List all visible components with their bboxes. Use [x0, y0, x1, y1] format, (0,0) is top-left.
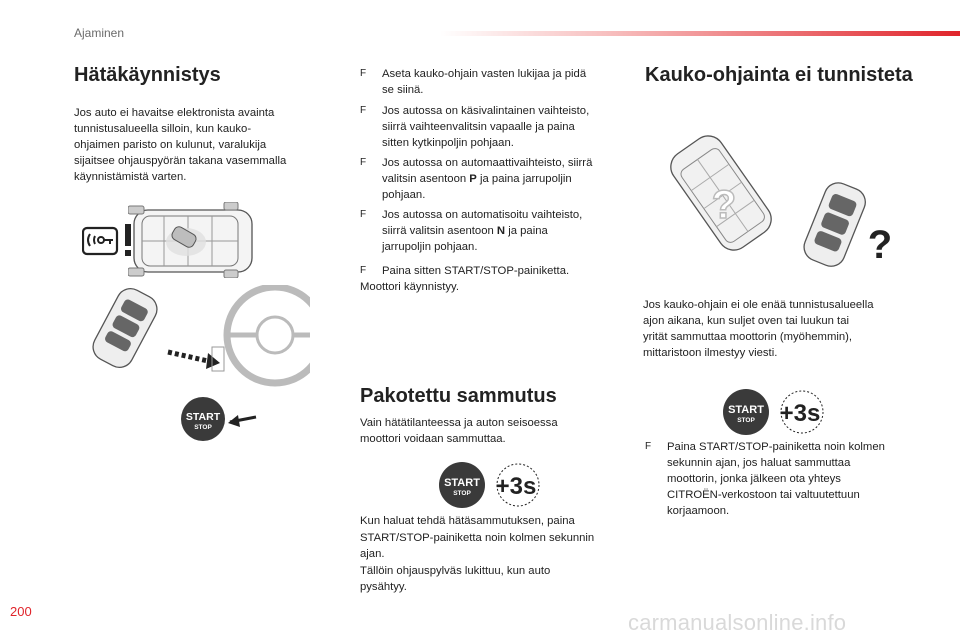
- step-press-start: [360, 263, 620, 295]
- stop-label: STOP: [453, 490, 471, 497]
- intro-line: mittaristoon ilmestyy viesti.: [643, 347, 778, 359]
- start-stop-button-icon: [180, 396, 270, 442]
- start-stop-plus-3s-icon: [722, 388, 826, 436]
- intro-line: Jos auto ei havaitse elektronista avainta: [74, 107, 275, 119]
- step-press-3s: [645, 439, 925, 519]
- intro-line: ajon aikana, kun suljet oven tai luukun tai: [643, 315, 849, 327]
- step-automated-gearbox: [360, 207, 620, 255]
- step-line: valitsin asentoon P ja paina jarrupoljin: [382, 173, 572, 185]
- intro-line: tunnistusalueella silloin, kun kauko-: [74, 123, 252, 135]
- step-line: Paina START/STOP-painiketta noin kolmen: [667, 441, 885, 453]
- step-automatic-gearbox: [360, 155, 620, 203]
- bullet-marker: F: [360, 209, 367, 220]
- intro-line: ohjaimen paristo on kulunut, varalukija: [74, 139, 267, 151]
- watermark: carmanualsonline.info: [628, 610, 847, 635]
- intro-line: käynnistämistä varten.: [74, 171, 187, 183]
- forced-stop-text: [360, 513, 630, 596]
- plus-3s-label: +3s: [779, 400, 821, 427]
- step-line: pohjaan.: [382, 189, 426, 201]
- step-line: CITROËN-verkostoon tai valtuutettuun: [667, 489, 860, 501]
- start-label: START: [185, 411, 221, 423]
- car-top-view-illustration: [128, 202, 262, 278]
- remote-not-detected-intro: [643, 297, 923, 361]
- step-line: se siinä.: [382, 84, 424, 96]
- text-line: Kun haluat tehdä hätäsammutuksen, paina: [360, 515, 575, 527]
- step-hold-key: [360, 66, 620, 98]
- step-line: sitten kytkinpoljin pohjaan.: [382, 137, 514, 149]
- bullet-marker: F: [645, 441, 652, 452]
- text-line: ajan.: [360, 548, 385, 560]
- start-label: START: [444, 477, 480, 489]
- key-fob-reader-illustration: [90, 285, 310, 390]
- intro-line: sijaitsee ohjauspyörän takana vasemmalla: [74, 155, 287, 167]
- step-line: sekunnin ajan, jos haluat sammuttaa: [667, 457, 851, 469]
- step-line: korjaamoon.: [667, 505, 730, 517]
- text-line: pysähtyy.: [360, 581, 407, 593]
- bullet-marker: F: [360, 157, 367, 168]
- bullet-marker: F: [360, 105, 367, 116]
- key-fob-question-illustration: [800, 180, 900, 272]
- start-stop-plus-3s-icon: [438, 461, 542, 509]
- step-line: jarrupoljin pohjaan.: [382, 241, 478, 253]
- question-mark: ?: [867, 223, 893, 267]
- page-number: 200: [10, 604, 32, 619]
- step-manual-gearbox: [360, 103, 620, 151]
- forced-stop-intro: [360, 415, 620, 447]
- section-label: Ajaminen: [74, 26, 125, 40]
- intro-line: moottori voidaan sammuttaa.: [360, 433, 506, 445]
- intro-line: yrität sammuttaa moottorin (myöhemmin),: [643, 331, 853, 343]
- stop-label: STOP: [194, 424, 212, 431]
- intro-line: Vain hätätilanteessa ja auton seisoessa: [360, 417, 558, 429]
- step-line: Aseta kauko-ohjain vasten lukijaa ja pidä: [382, 68, 587, 80]
- bullet-marker: F: [360, 68, 367, 79]
- emergency-start-title: Hätäkäynnistys: [74, 64, 221, 86]
- stop-label: STOP: [737, 417, 755, 424]
- step-line: Jos autossa on käsivalintainen vaihteisto,: [382, 105, 590, 117]
- step-line: siirrä vaihteenvalitsin vapaalle ja paina: [382, 121, 575, 133]
- text-line: START/STOP-painiketta noin kolmen sekunnin: [360, 531, 595, 544]
- step-line: moottorin, jonka jälkeen ota yhteys: [667, 473, 841, 485]
- car-question-illustration: [652, 128, 790, 258]
- step-line: Jos autossa on automaattivaihteisto, siirrä: [382, 157, 593, 169]
- step-line: siirrä valitsin asentoon N ja paina: [382, 225, 548, 237]
- bullet-marker: F: [360, 265, 367, 276]
- plus-3s-label: +3s: [495, 473, 537, 500]
- step-line: Paina sitten START/STOP-painiketta.: [382, 265, 570, 277]
- step-line: Jos autossa on automatisoitu vaihteisto,: [382, 209, 583, 221]
- step-line: Moottori käynnistyy.: [360, 281, 459, 293]
- emergency-start-intro: [74, 105, 334, 185]
- forced-stop-title: Pakotettu sammutus: [360, 385, 557, 407]
- text-line: Tällöin ohjauspylväs lukittuu, kun auto: [360, 564, 551, 577]
- header-accent-bar: [440, 31, 960, 36]
- question-mark: ?: [711, 183, 737, 227]
- intro-line: Jos kauko-ohjain ei ole enää tunnistusalueella: [643, 299, 874, 311]
- start-label: START: [728, 404, 764, 416]
- remote-not-detected-title: Kauko-ohjainta ei tunnisteta: [645, 64, 913, 86]
